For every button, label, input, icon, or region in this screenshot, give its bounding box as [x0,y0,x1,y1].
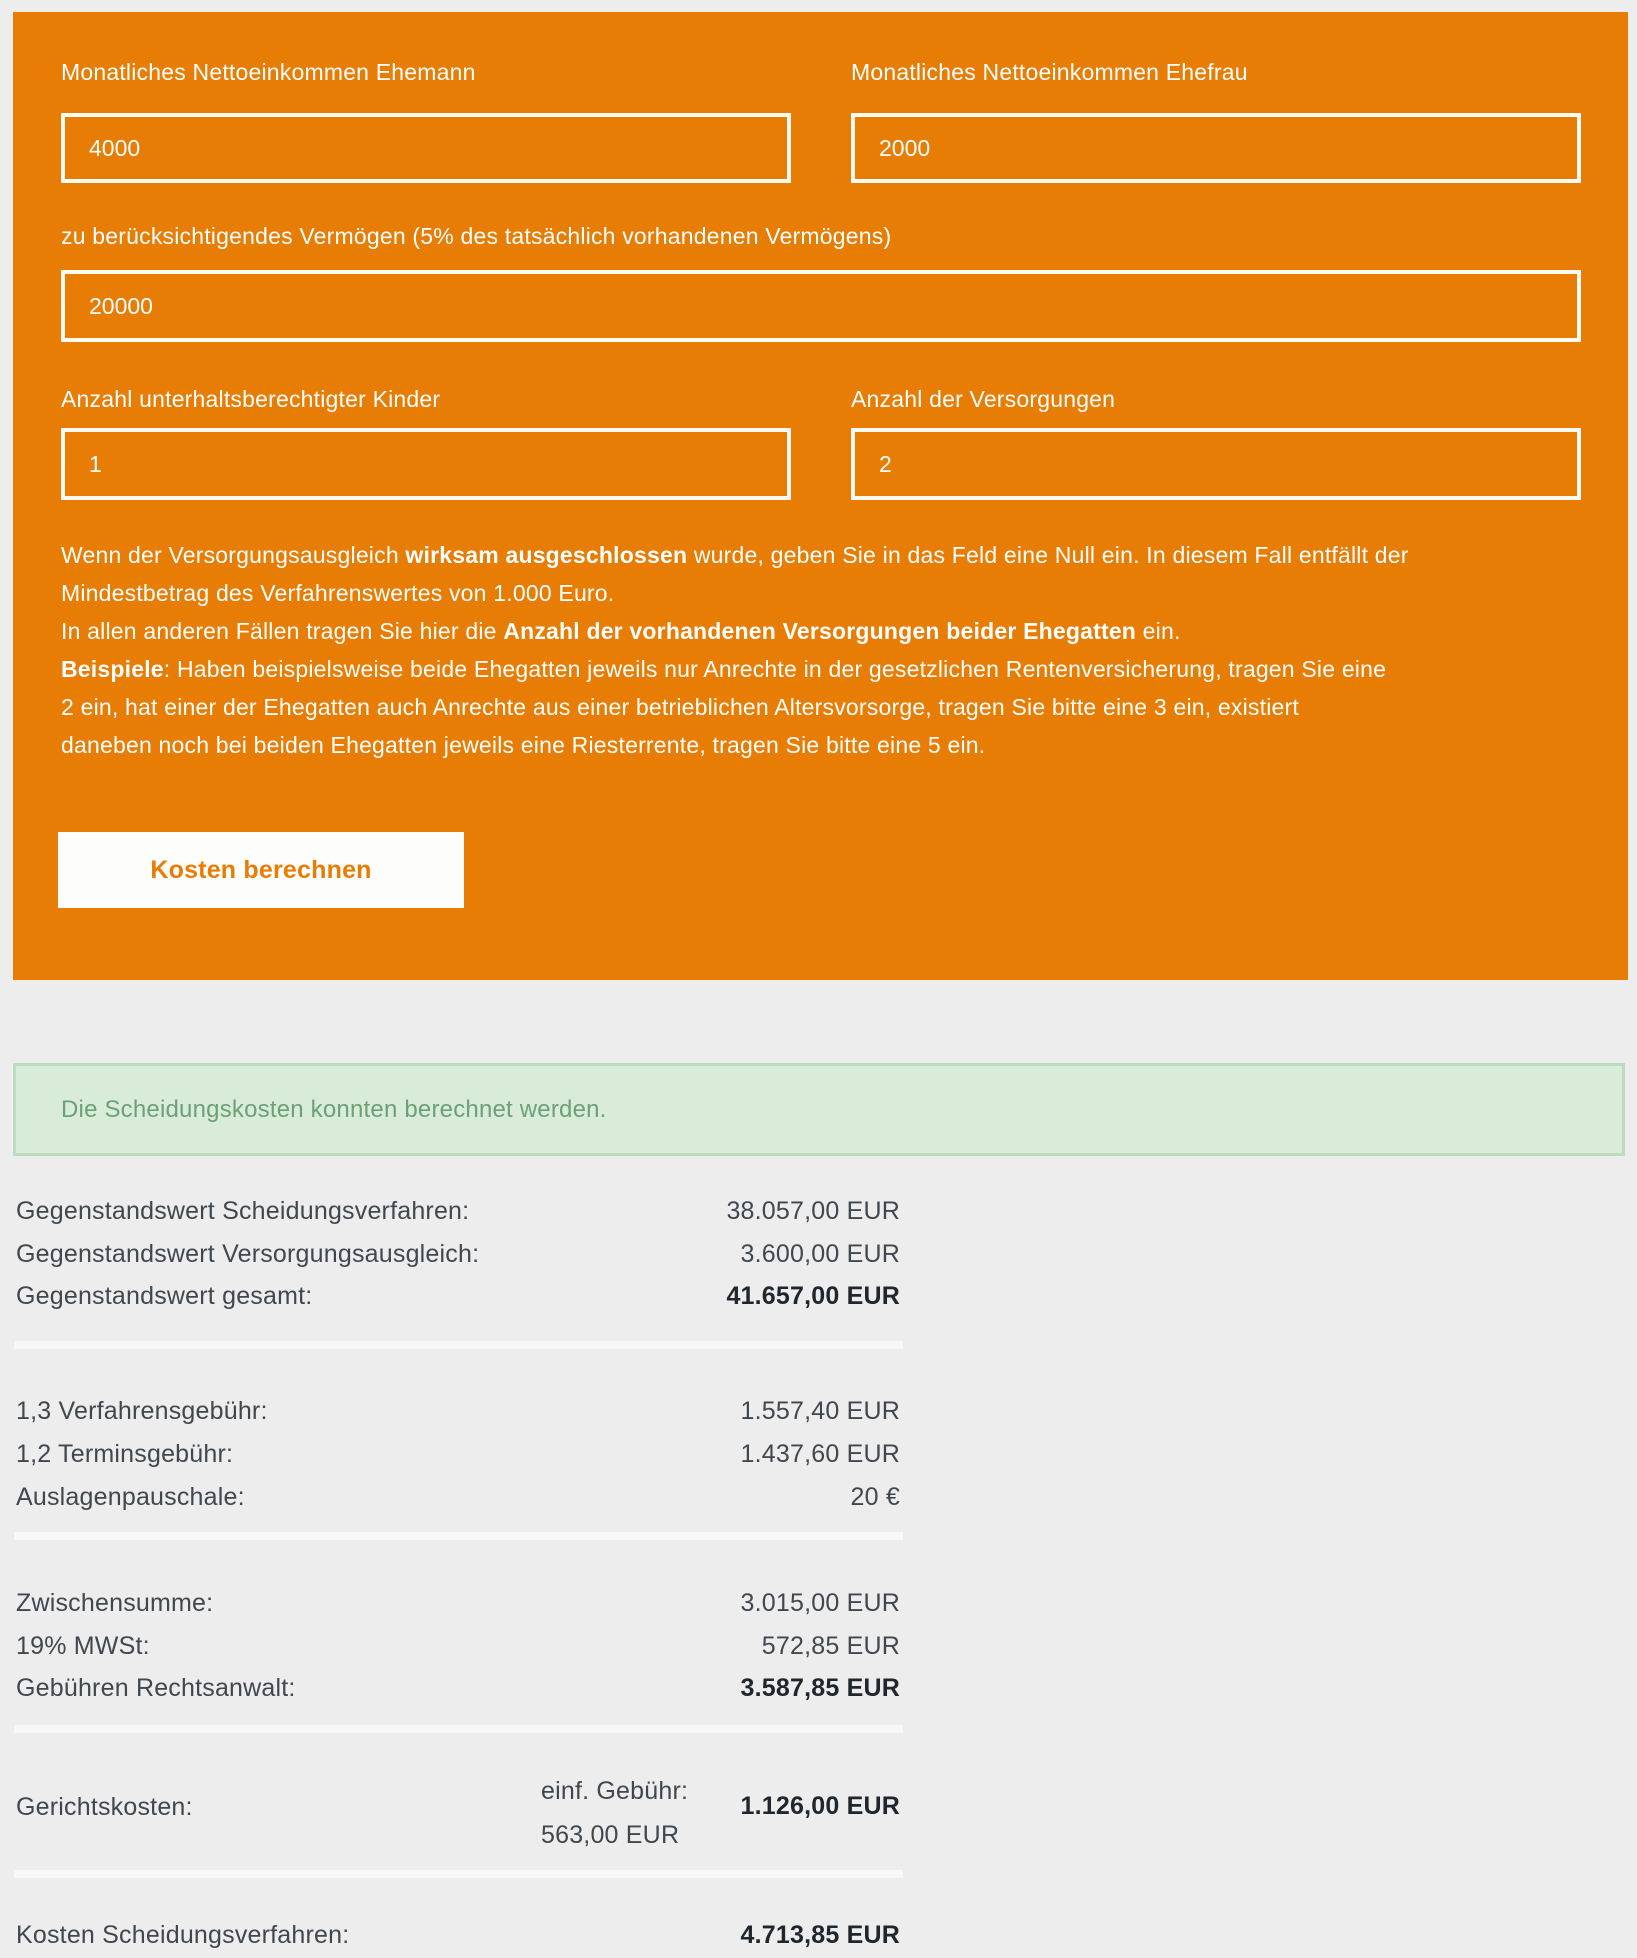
success-alert-message: Die Scheidungskosten konnten berechnet werden. [61,1096,607,1123]
row-verfahrensgebuehr [16,1396,900,1426]
row-terminsgebuehr [16,1439,900,1469]
court-fee-detail-line2: 563,00 EUR [541,1821,680,1849]
row-label: 19% MWSt: [16,1632,150,1660]
row-label: Kosten Scheidungsverfahren: [16,1921,350,1949]
row-value: 20 € [850,1483,900,1511]
divorce-cost-form-panel [13,12,1628,980]
income-wife-label: Monatliches Nettoeinkommen Ehefrau [851,59,1248,85]
row-label: Auslagenpauschale: [16,1483,245,1511]
assets-label: zu berücksichtigendes Vermögen (5% des tatsächlich vorhandenen Vermögens) [61,223,892,249]
children-count-label: Anzahl unterhaltsberechtigter Kinder [61,386,441,412]
row-label: Gegenstandswert Versorgungsausgleich: [16,1240,480,1268]
row-value-total: 1.126,00 EUR [740,1792,900,1820]
income-husband-label: Monatliches Nettoeinkommen Ehemann [61,59,476,85]
row-gegenstandswert-gesamt [16,1281,900,1311]
row-label: 1,2 Terminsgebühr: [16,1440,234,1468]
court-fee-detail [541,1769,688,1857]
row-value: 1.557,40 EUR [740,1397,900,1425]
row-mwst [16,1631,900,1661]
success-alert [13,1063,1625,1156]
children-count-input[interactable] [61,428,791,500]
pensions-count-input[interactable] [851,428,1581,500]
section-divider [14,1870,903,1878]
row-label: Gegenstandswert Scheidungsverfahren: [16,1197,470,1225]
row-gegenstandswert-versorgungsausgleich [16,1239,900,1269]
section-divider [14,1532,903,1540]
row-value: 1.437,60 EUR [740,1440,900,1468]
row-zwischensumme [16,1588,900,1618]
section-divider [14,1725,903,1733]
section-divider [14,1341,903,1349]
pensions-help-text: Wenn der Versorgungsausgleich wirksam ausgeschlossen wurde, geben Sie in das Feld eine Null ein. In diesem Fall entfällt der Mindestbetrag des Verfahrenswertes von 1.000 Euro. In allen anderen Fällen tragen Sie hier die Anzahl der vorhandenen Versorgungen beider Ehegatten ein. Beispiele: Haben beispielsweise beide Ehegatten jeweils nur Anrechte in der gesetzlichen Rentenversicherung, tragen Sie eine 2 ein, hat einer der Ehegatten auch Anrechte aus einer betrieblichen Altersvorsorge, tragen Sie bitte eine 3 ein, existiert daneben noch bei beiden Ehegatten jeweils eine Riesterrente, tragen Sie bitte eine 5 ein. [61,542,1409,758]
row-gegenstandswert-scheidungsverfahren [16,1196,900,1226]
row-label: Gebühren Rechtsanwalt: [16,1674,296,1702]
row-kosten-scheidungsverfahren [16,1920,900,1950]
income-wife-input[interactable] [851,113,1581,183]
court-fee-detail-line1: einf. Gebühr: [541,1777,689,1805]
row-value: 572,85 EUR [761,1632,900,1660]
row-value-total: 4.713,85 EUR [740,1921,900,1949]
row-value-total: 41.657,00 EUR [726,1282,900,1310]
row-value: 3.015,00 EUR [740,1589,900,1617]
row-gebuehren-rechtsanwalt [16,1673,900,1703]
pensions-count-label: Anzahl der Versorgungen [851,386,1116,412]
row-auslagenpauschale [16,1482,900,1512]
assets-input[interactable] [61,270,1581,342]
row-label: 1,3 Verfahrensgebühr: [16,1397,268,1425]
row-label: Zwischensumme: [16,1589,214,1617]
row-label: Gerichtskosten: [16,1793,193,1821]
row-label: Gegenstandswert gesamt: [16,1282,313,1310]
income-husband-input[interactable] [61,113,791,183]
row-value: 3.600,00 EUR [740,1240,900,1268]
row-gerichtskosten [16,1769,900,1865]
row-value: 38.057,00 EUR [726,1197,900,1225]
row-value-total: 3.587,85 EUR [740,1674,900,1702]
calculate-costs-button[interactable]: Kosten berechnen [58,832,464,908]
